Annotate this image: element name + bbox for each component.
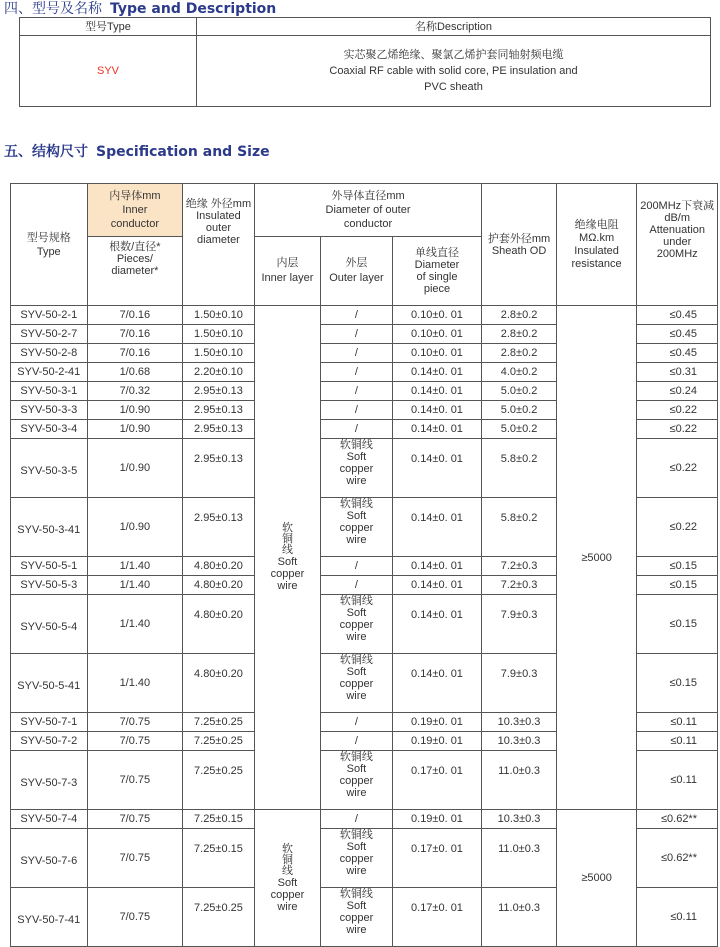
attenuation-cell: ≤0.31 [637, 363, 718, 382]
attenuation-cell: ≤0.15 [637, 576, 718, 595]
table-row [11, 306, 718, 325]
pieces-cell: 7/0.75 [87, 713, 183, 732]
section-5-heading [4, 141, 270, 161]
insulated-od-cell: 2.95±0.13 [183, 382, 255, 401]
table-row [11, 810, 718, 829]
outer-layer-soft-copper: 软铜线 Soft copper wire [321, 595, 393, 654]
pieces-cell: 1/0.90 [87, 498, 183, 557]
type-cell: SYV-50-7-1 [11, 713, 88, 732]
description-header: 名称Description [197, 18, 711, 36]
sheath-od-cell: 2.8±0.2 [482, 306, 557, 325]
type-header: 型号规格 Type [11, 184, 88, 306]
pieces-cell: 1/0.68 [87, 363, 183, 382]
insulated-resistance-cell: ≥5000 [556, 306, 637, 810]
type-cell: SYV-50-2-41 [11, 363, 88, 382]
description-cn: 实芯聚乙烯绝缘、聚氯乙烯护套同轴射频电缆 [343, 49, 564, 61]
type-cell: SYV-50-2-8 [11, 344, 88, 363]
outer-layer-cell: / [321, 810, 393, 829]
single-piece-cell: 0.14±0. 01 [392, 595, 482, 654]
insulated-od-cell: 2.95±0.13 [183, 439, 255, 498]
single-piece-cell: 0.14±0. 01 [392, 576, 482, 595]
insulated-resistance-header: 绝缘电阻 MΩ.km Insulated resistance [556, 184, 637, 306]
type-value: SYV [20, 36, 197, 107]
pieces-cell: 7/0.75 [87, 810, 183, 829]
sheath-od-cell: 10.3±0.3 [482, 713, 557, 732]
type-cell: SYV-50-2-7 [11, 325, 88, 344]
section-5-title-en: Specification and Size [96, 144, 270, 160]
pieces-cell: 1/1.40 [87, 557, 183, 576]
insulated-od-cell: 7.25±0.25 [183, 732, 255, 751]
attenuation-cell: ≤0.22 [637, 401, 718, 420]
sheath-od-cell: 2.8±0.2 [482, 344, 557, 363]
insulated-od-header: 绝缘 外径mm Insulated outer diameter [183, 184, 255, 306]
single-piece-cell: 0.14±0. 01 [392, 439, 482, 498]
sheath-od-cell: 11.0±0.3 [482, 751, 557, 810]
outer-layer-cell: / [321, 363, 393, 382]
single-piece-cell: 0.19±0. 01 [392, 713, 482, 732]
type-header: 型号Type [20, 18, 197, 36]
attenuation-cell: ≤0.22 [637, 439, 718, 498]
attenuation-cell: ≤0.15 [637, 654, 718, 713]
insulated-od-cell: 7.25±0.15 [183, 810, 255, 829]
pieces-cell: 7/0.75 [87, 888, 183, 947]
insulated-od-cell: 1.50±0.10 [183, 325, 255, 344]
insulated-od-cell: 2.95±0.13 [183, 420, 255, 439]
single-piece-cell: 0.14±0. 01 [392, 498, 482, 557]
pieces-cell: 1/1.40 [87, 595, 183, 654]
description-en: Coaxial RF cable with solid core, PE insulation and PVC sheath [329, 65, 578, 93]
sheath-od-cell: 5.0±0.2 [482, 420, 557, 439]
type-cell: SYV-50-7-41 [11, 888, 88, 947]
single-piece-cell: 0.10±0. 01 [392, 306, 482, 325]
pieces-cell: 7/0.16 [87, 325, 183, 344]
sheath-od-cell: 10.3±0.3 [482, 732, 557, 751]
attenuation-cell: ≤0.45 [637, 306, 718, 325]
pieces-cell: 7/0.16 [87, 306, 183, 325]
attenuation-cell: ≤0.62** [637, 810, 718, 829]
pieces-cell: 1/0.90 [87, 401, 183, 420]
single-piece-header: 单线直径 Diameter of single piece [392, 237, 482, 306]
attenuation-cell: ≤0.11 [637, 888, 718, 947]
attenuation-cell: ≤0.11 [637, 751, 718, 810]
attenuation-cell: ≤0.24 [637, 382, 718, 401]
single-piece-cell: 0.14±0. 01 [392, 382, 482, 401]
outer-conductor-header: 外导体直径mm Diameter of outer conductor [254, 184, 482, 237]
type-cell: SYV-50-5-4 [11, 595, 88, 654]
sheath-od-cell: 2.8±0.2 [482, 325, 557, 344]
sheath-od-cell: 4.0±0.2 [482, 363, 557, 382]
type-cell: SYV-50-7-4 [11, 810, 88, 829]
inner-layer-soft-copper: 软铜线 Soft copper wire [254, 306, 320, 810]
sheath-od-header: 护套外径mm Sheath OD [482, 184, 557, 306]
insulated-od-cell: 4.80±0.20 [183, 557, 255, 576]
type-cell: SYV-50-7-6 [11, 829, 88, 888]
attenuation-cell: ≤0.22 [637, 498, 718, 557]
outer-layer-soft-copper: 软铜线 Soft copper wire [321, 888, 393, 947]
single-piece-cell: 0.10±0. 01 [392, 325, 482, 344]
inner-conductor-header: 内导体mm Inner conductor [87, 184, 183, 237]
outer-layer-cell: / [321, 325, 393, 344]
outer-layer-cell: / [321, 382, 393, 401]
pieces-cell: 1/0.90 [87, 439, 183, 498]
attenuation-header: 200MHz下衰减dB/m Attenuation under 200MHz [637, 184, 718, 306]
insulated-od-cell: 4.80±0.20 [183, 595, 255, 654]
insulated-od-cell: 7.25±0.25 [183, 888, 255, 947]
description-cell [197, 36, 711, 107]
outer-layer-cell: / [321, 557, 393, 576]
pieces-cell: 7/0.75 [87, 732, 183, 751]
sheath-od-cell: 5.8±0.2 [482, 439, 557, 498]
section-4-title-en: Type and Description [110, 1, 277, 17]
type-cell: SYV-50-5-3 [11, 576, 88, 595]
outer-layer-cell: / [321, 576, 393, 595]
sheath-od-cell: 5.8±0.2 [482, 498, 557, 557]
sheath-od-cell: 7.2±0.3 [482, 557, 557, 576]
sheath-od-cell: 7.2±0.3 [482, 576, 557, 595]
sheath-od-cell: 11.0±0.3 [482, 829, 557, 888]
insulated-od-cell: 2.95±0.13 [183, 498, 255, 557]
attenuation-cell: ≤0.45 [637, 344, 718, 363]
type-cell: SYV-50-5-41 [11, 654, 88, 713]
specification-table [10, 183, 718, 947]
sheath-od-cell: 10.3±0.3 [482, 810, 557, 829]
single-piece-cell: 0.10±0. 01 [392, 344, 482, 363]
insulated-resistance-cell: ≥5000 [556, 810, 637, 947]
insulated-od-cell: 2.95±0.13 [183, 401, 255, 420]
single-piece-cell: 0.17±0. 01 [392, 829, 482, 888]
type-cell: SYV-50-3-3 [11, 401, 88, 420]
sheath-od-cell: 7.9±0.3 [482, 654, 557, 713]
single-piece-cell: 0.14±0. 01 [392, 654, 482, 713]
insulated-od-cell: 2.20±0.10 [183, 363, 255, 382]
type-description-table [19, 17, 711, 107]
outer-layer-cell: / [321, 420, 393, 439]
sheath-od-cell: 5.0±0.2 [482, 382, 557, 401]
type-cell: SYV-50-7-3 [11, 751, 88, 810]
type-cell: SYV-50-7-2 [11, 732, 88, 751]
sheath-od-cell: 5.0±0.2 [482, 401, 557, 420]
attenuation-cell: ≤0.11 [637, 713, 718, 732]
attenuation-cell: ≤0.15 [637, 557, 718, 576]
type-cell: SYV-50-3-4 [11, 420, 88, 439]
single-piece-cell: 0.17±0. 01 [392, 751, 482, 810]
outer-layer-soft-copper: 软铜线 Soft copper wire [321, 751, 393, 810]
pieces-cell: 1/1.40 [87, 654, 183, 713]
attenuation-cell: ≤0.45 [637, 325, 718, 344]
inner-layer-header: 内层 Inner layer [254, 237, 320, 306]
single-piece-cell: 0.19±0. 01 [392, 732, 482, 751]
insulated-od-cell: 7.25±0.25 [183, 751, 255, 810]
section-4-heading [4, 0, 276, 18]
section-4-title-cn: 四、型号及名称 [4, 1, 102, 17]
insulated-od-cell: 1.50±0.10 [183, 344, 255, 363]
pieces-cell: 7/0.32 [87, 382, 183, 401]
single-piece-cell: 0.14±0. 01 [392, 420, 482, 439]
type-cell: SYV-50-5-1 [11, 557, 88, 576]
single-piece-cell: 0.17±0. 01 [392, 888, 482, 947]
single-piece-cell: 0.14±0. 01 [392, 363, 482, 382]
attenuation-cell: ≤0.62** [637, 829, 718, 888]
single-piece-cell: 0.19±0. 01 [392, 810, 482, 829]
pieces-cell: 7/0.16 [87, 344, 183, 363]
type-cell: SYV-50-3-5 [11, 439, 88, 498]
attenuation-cell: ≤0.22 [637, 420, 718, 439]
insulated-od-cell: 7.25±0.25 [183, 713, 255, 732]
outer-layer-cell: / [321, 713, 393, 732]
sheath-od-cell: 11.0±0.3 [482, 888, 557, 947]
pieces-cell: 1/1.40 [87, 576, 183, 595]
type-cell: SYV-50-3-1 [11, 382, 88, 401]
insulated-od-cell: 7.25±0.15 [183, 829, 255, 888]
outer-layer-cell: / [321, 732, 393, 751]
sheath-od-cell: 7.9±0.3 [482, 595, 557, 654]
attenuation-cell: ≤0.11 [637, 732, 718, 751]
single-piece-cell: 0.14±0. 01 [392, 557, 482, 576]
single-piece-cell: 0.14±0. 01 [392, 401, 482, 420]
outer-layer-cell: / [321, 306, 393, 325]
outer-layer-soft-copper: 软铜线 Soft copper wire [321, 498, 393, 557]
outer-layer-cell: / [321, 344, 393, 363]
pieces-cell: 7/0.75 [87, 751, 183, 810]
pieces-cell: 1/0.90 [87, 420, 183, 439]
insulated-od-cell: 4.80±0.20 [183, 576, 255, 595]
outer-layer-header: 外层 Outer layer [321, 237, 393, 306]
outer-layer-soft-copper: 软铜线 Soft copper wire [321, 829, 393, 888]
inner-layer-soft-copper: 软铜线 Soft copper wire [254, 810, 320, 947]
attenuation-cell: ≤0.15 [637, 595, 718, 654]
outer-layer-soft-copper: 软铜线 Soft copper wire [321, 654, 393, 713]
section-5-title-cn: 五、结构尺寸 [4, 144, 88, 160]
type-cell: SYV-50-3-41 [11, 498, 88, 557]
pieces-diameter-header: 根数/直径* Pieces/ diameter* [87, 237, 183, 306]
insulated-od-cell: 1.50±0.10 [183, 306, 255, 325]
outer-layer-cell: / [321, 401, 393, 420]
pieces-cell: 7/0.75 [87, 829, 183, 888]
outer-layer-soft-copper: 软铜线 Soft copper wire [321, 439, 393, 498]
insulated-od-cell: 4.80±0.20 [183, 654, 255, 713]
type-cell: SYV-50-2-1 [11, 306, 88, 325]
